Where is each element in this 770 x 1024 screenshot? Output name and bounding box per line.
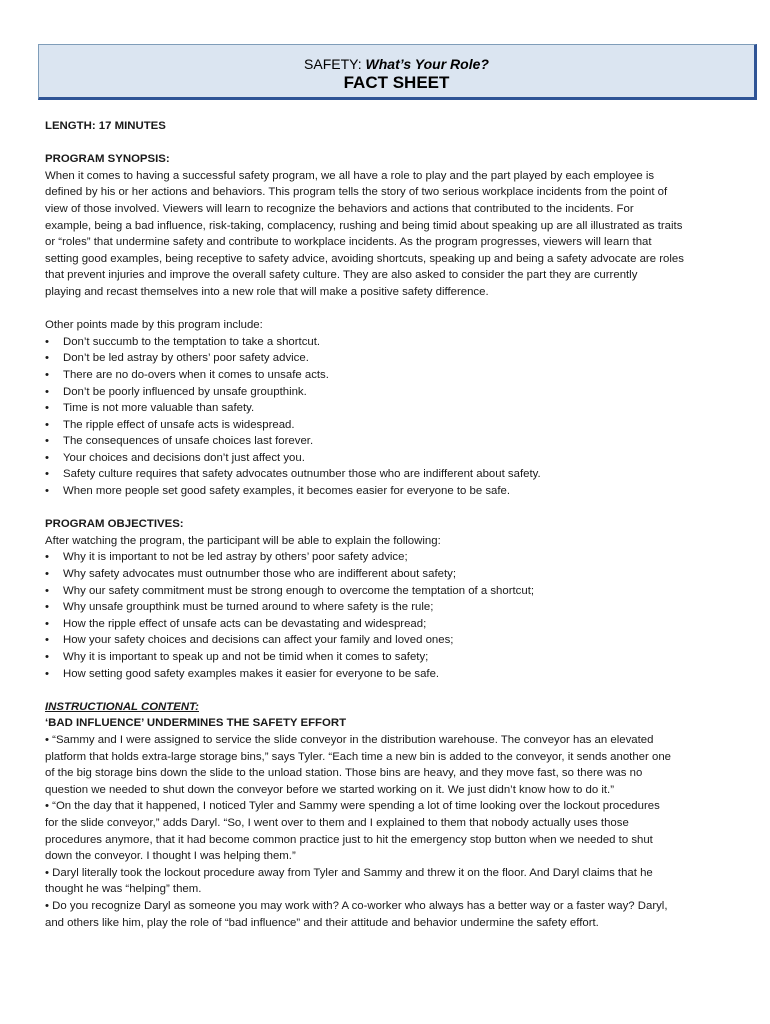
synopsis-heading: PROGRAM SYNOPSIS:: [45, 153, 170, 166]
list-item: [45, 566, 730, 583]
bullet: •: [45, 485, 49, 498]
list-item: [45, 599, 730, 616]
paragraph-line: question we needed to shut down the conveyor before we started working on it. We just didn’t know how to do it.”: [45, 783, 615, 796]
title-prefix: SAFETY:: [304, 56, 366, 72]
paragraph-line: thought he was “helping” them.: [45, 883, 202, 896]
list-item: [45, 350, 730, 367]
list-item: [45, 583, 730, 600]
list-item: [45, 649, 730, 666]
list-item: [45, 549, 730, 566]
objectives-list: [45, 549, 730, 682]
program-title: [39, 56, 754, 73]
list-item-text: Why it is important to speak up and not be timid when it comes to safety;: [63, 651, 429, 663]
list-item: [45, 433, 730, 450]
fact-sheet-heading: FACT SHEET: [343, 73, 450, 92]
program-length: LENGTH: 17 MINUTES: [45, 120, 166, 132]
bullet: •: [45, 402, 49, 415]
list-item-text: Why our safety commitment must be strong enough to overcome the temptation of a shortcut;: [63, 584, 535, 597]
bullet: •: [45, 451, 49, 464]
bullet: •: [45, 385, 49, 398]
synopsis-line: view of those involved. Viewers will learn to recognize the behaviors and actions that contributed to the incidents. For: [45, 202, 634, 215]
list-item-text: How your safety choices and decisions can affect your family and loved ones;: [63, 634, 454, 647]
synopsis-line: playing and recast themselves into a new role that will make a positive safety difference.: [45, 285, 489, 298]
bullet: •: [45, 418, 49, 431]
list-item: [45, 666, 730, 683]
paragraph-line: platform that holds extra-large storage bins,” says Tyler. “Each time a new bin is added to the conveyor, it sends another one: [45, 750, 671, 763]
list-item-text: When more people set good safety examples, it becomes easier for everyone to be safe.: [63, 485, 511, 498]
list-item-text: Don’t be led astray by others’ poor safety advice.: [63, 352, 309, 365]
objectives-intro: After watching the program, the participant will be able to explain the following:: [45, 534, 441, 547]
list-item-text: How setting good safety examples makes it easier for everyone to be safe.: [63, 667, 440, 680]
paragraph-line: • Daryl literally took the lockout procedure away from Tyler and Sammy and threw it on the floor. And Daryl claims that he: [45, 866, 653, 879]
bullet: •: [45, 368, 49, 381]
list-item-text: Why unsafe groupthink must be turned around to where safety is the rule;: [63, 601, 434, 614]
bullet: •: [45, 468, 49, 481]
paragraph-line: procedures anymore, that it had become common practice just to hit the emergency stop button when we needed to shut: [45, 833, 653, 846]
list-item: [45, 334, 730, 351]
paragraph-line: • “On the day that it happened, I noticed Tyler and Sammy were spending a lot of time looking over the lockout procedures: [45, 800, 660, 813]
instructional-heading: INSTRUCTIONAL CONTENT:: [45, 700, 199, 713]
list-item-text: Safety culture requires that safety advocates outnumber those who are indifferent about safety.: [63, 468, 541, 481]
list-item-text: Why it is important to not be led astray by others’ poor safety advice;: [63, 551, 408, 564]
title-italic: What’s Your Role?: [365, 56, 489, 72]
paragraph-line: down the conveyor. I thought I was helping them.”: [45, 850, 296, 863]
list-item-text: The consequences of unsafe choices last forever.: [63, 435, 314, 448]
list-item-text: Time is not more valuable than safety.: [63, 402, 255, 415]
document-body: [45, 118, 730, 931]
points-list: [45, 334, 730, 500]
list-item-text: Why safety advocates must outnumber those who are indifferent about safety;: [63, 568, 456, 581]
bullet: •: [45, 667, 49, 680]
bullet: •: [45, 335, 49, 348]
title-banner: [38, 44, 757, 100]
synopsis-line: that prevent injuries and improve the overall safety culture. They are also asked to consider the part they are currently: [45, 269, 638, 282]
synopsis-line: setting good examples, being receptive to safety advice, avoiding shortcuts, speaking up and being a safety advocate are roles: [45, 252, 684, 265]
bullet: •: [45, 651, 49, 663]
list-item: [45, 450, 730, 467]
paragraph-line: for the slide conveyor,” adds Daryl. “So, I went over to them and I explained to them that nobody actually uses those: [45, 816, 629, 829]
list-item: [45, 632, 730, 649]
instructional-paragraph: [45, 898, 730, 931]
list-item-text: Don’t succumb to the temptation to take a shortcut.: [63, 335, 321, 348]
bullet: •: [45, 601, 49, 614]
list-item: [45, 483, 730, 500]
points-intro: Other points made by this program include:: [45, 319, 263, 332]
list-item: [45, 616, 730, 633]
list-item-text: How the ripple effect of unsafe acts can be devastating and widespread;: [63, 617, 427, 630]
list-item-text: There are no do-overs when it comes to unsafe acts.: [63, 368, 329, 381]
bullet: •: [45, 634, 49, 647]
synopsis-line: When it comes to having a successful safety program, we all have a role to play and the part played by each employee is: [45, 169, 655, 182]
instructional-paragraph: [45, 865, 730, 898]
bullet: •: [45, 568, 49, 581]
list-item-text: Don’t be poorly influenced by unsafe groupthink.: [63, 385, 307, 398]
list-item: [45, 400, 730, 417]
synopsis-line: example, being a bad influence, risk-taking, complacency, rushing and being timid about speaking up are all illustrated as traits: [45, 219, 683, 232]
instructional-subheading: ‘BAD INFLUENCE’ UNDERMINES THE SAFETY EFFORT: [45, 717, 347, 730]
paragraph-line: of the big storage bins down the slide to the unload station. Those bins are heavy, and they move fast, so there was no: [45, 767, 643, 780]
list-item: [45, 384, 730, 401]
bullet: •: [45, 551, 49, 564]
instructional-paragraph: [45, 798, 730, 864]
bullet: •: [45, 352, 49, 365]
synopsis-line: or “roles” that undermine safety and contribute to workplace incidents. As the program progresses, viewers will learn that: [45, 236, 652, 249]
synopsis-line: defined by his or her actions and behaviors. This program tells the story of two serious workplace incidents from the point of: [45, 186, 668, 199]
objectives-heading: PROGRAM OBJECTIVES:: [45, 518, 184, 531]
paragraph-line: • Do you recognize Daryl as someone you may work with? A co-worker who always has a better way or a faster way? Daryl,: [45, 899, 668, 912]
synopsis-text: [45, 168, 730, 301]
list-item: [45, 417, 730, 434]
list-item: [45, 367, 730, 384]
bullet: •: [45, 435, 49, 448]
list-item: [45, 466, 730, 483]
list-item-text: The ripple effect of unsafe acts is widespread.: [63, 418, 295, 431]
list-item-text: Your choices and decisions don’t just affect you.: [63, 451, 305, 464]
paragraph-line: • “Sammy and I were assigned to service the slide conveyor in the distribution warehouse. The conveyor has an elevated: [45, 733, 654, 746]
paragraph-line: and others like him, play the role of “bad influence” and their attitude and behavior undermine the safety effort.: [45, 916, 599, 929]
bullet: •: [45, 584, 49, 597]
bullet: •: [45, 617, 49, 630]
instructional-paragraph: [45, 732, 730, 798]
